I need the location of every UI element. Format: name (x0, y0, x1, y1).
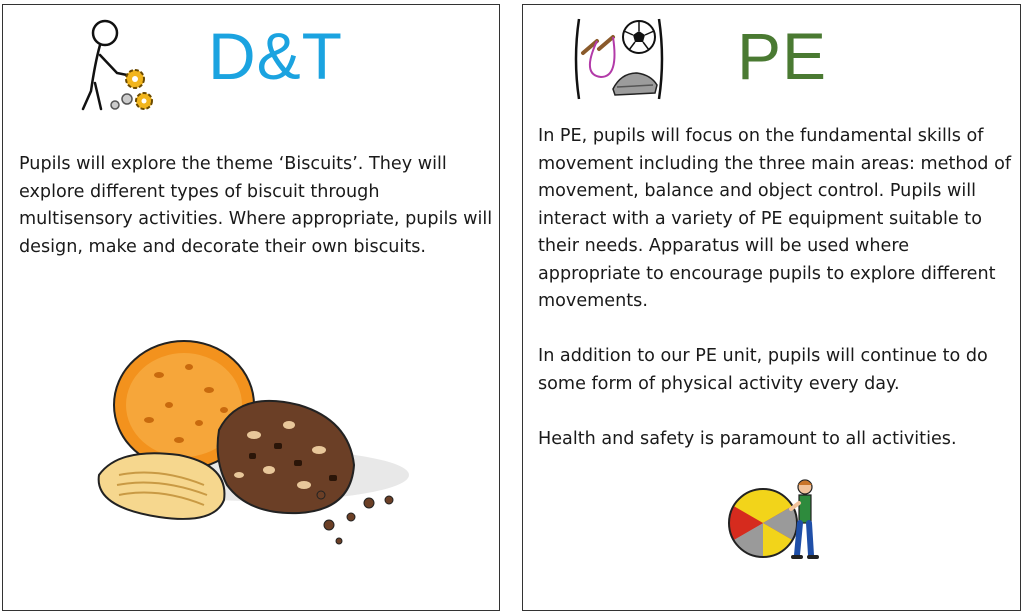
dt-title: D&T (208, 19, 343, 93)
person-gears-icon (65, 13, 157, 113)
pe-paragraph-2: In addition to our PE unit, pupils will continue to do some form of physical activity every day. (538, 346, 988, 394)
pe-paragraph-3: Health and safety is paramount to all activities. (538, 428, 957, 449)
pe-equipment-icon (571, 15, 667, 103)
pe-panel (522, 4, 1021, 611)
biscuits-illustration (89, 335, 419, 555)
dt-panel (2, 4, 500, 611)
pe-paragraph-1: In PE, pupils will focus on the fundamental skills of movement including the three main areas: method of movement, balance and object control. Pupils will interact with a variety of PE equipment suitable to their needs. Apparatus will be used where appropriate to encourage pupils to explore different movements. (538, 126, 1012, 311)
child-pushing-ball-illustration (727, 477, 823, 561)
dt-description: Pupils will explore the theme ‘Biscuits’. They will explore different types of biscuit through multisensory activities. Where appropriate, pupils will design, make and decorate their own biscuits. (19, 154, 493, 257)
pe-description (538, 123, 1013, 481)
pe-title: PE (737, 19, 828, 93)
